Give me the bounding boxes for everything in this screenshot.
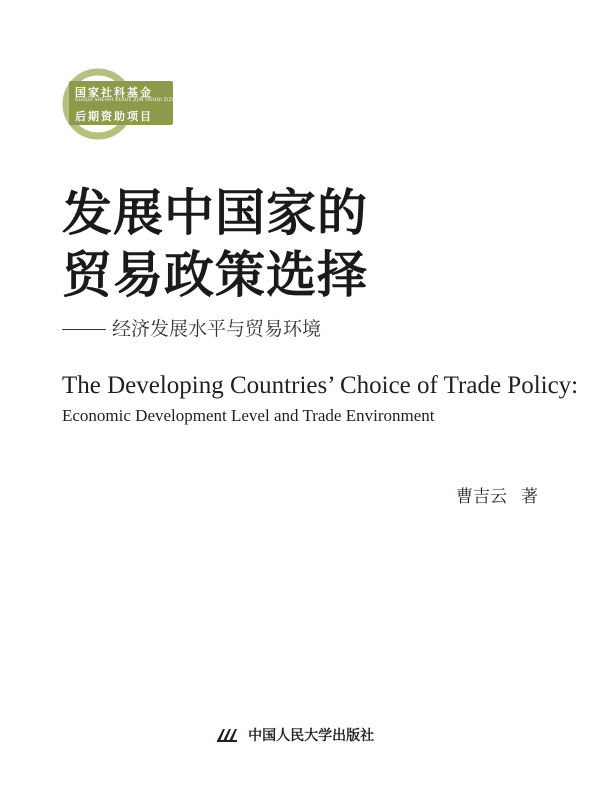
subtitle-dash bbox=[62, 329, 106, 330]
book-subtitle-text: 经济发展水平与贸易环境 bbox=[112, 318, 322, 340]
publisher-name: 中国人民大学出版社 bbox=[248, 727, 375, 744]
book-title bbox=[62, 182, 368, 306]
funding-logo-line3: 后期资助项目 bbox=[75, 110, 153, 123]
english-title: The Developing Countries’ Choice of Trade Policy: bbox=[62, 372, 579, 399]
author-role: 著 bbox=[521, 487, 538, 507]
book-subtitle bbox=[62, 314, 321, 341]
funding-logo-line2: GUOJIA SHEHUI KEXUE JIJIN HOUQI ZIZHU XIANGMU bbox=[75, 98, 205, 103]
book-title-line2: 贸易政策选择 bbox=[62, 245, 368, 304]
funding-logo-line1: 国家社科基金 bbox=[75, 86, 153, 99]
english-subtitle: Economic Development Level and Trade Environment bbox=[62, 406, 435, 425]
author-credit bbox=[456, 482, 538, 507]
publisher-logo-icon bbox=[215, 727, 239, 743]
funding-logo bbox=[58, 68, 205, 140]
book-title-line1: 发展中国家的 bbox=[62, 183, 368, 242]
publisher bbox=[215, 724, 374, 746]
funding-logo-label bbox=[69, 81, 205, 125]
author-name: 曹吉云 bbox=[456, 487, 507, 507]
